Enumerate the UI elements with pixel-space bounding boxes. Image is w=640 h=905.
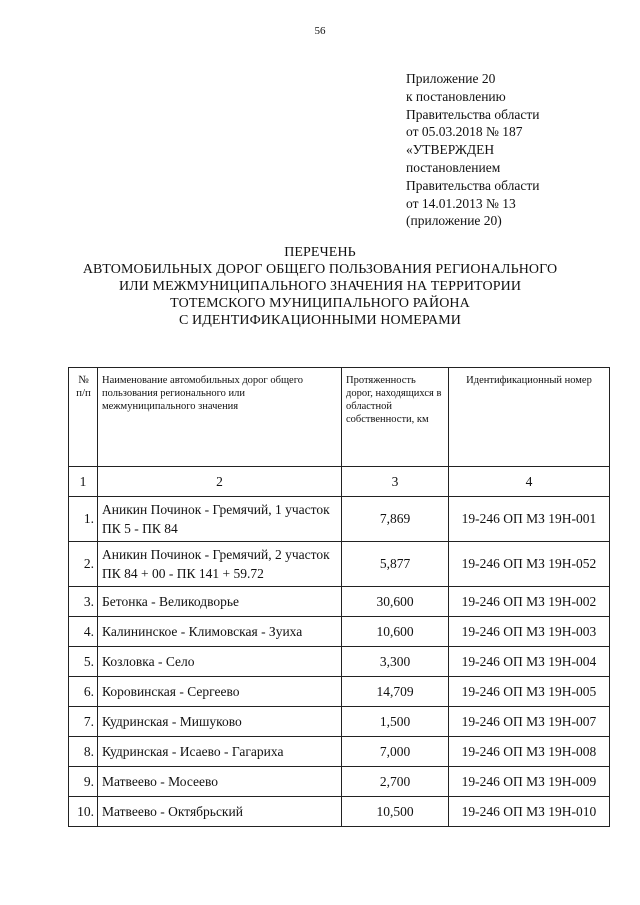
title-line: ИЛИ МЕЖМУНИЦИПАЛЬНОГО ЗНАЧЕНИЯ НА ТЕРРИТОРИИ <box>118 279 522 294</box>
road-name: Аникин Починок - Гремячий, 1 участок ПК 5 - ПК 84 <box>98 497 342 542</box>
road-name: Кудринская - Мишуково <box>98 707 342 737</box>
table-row <box>69 707 610 737</box>
table-row <box>69 737 610 767</box>
header-no: № п/п <box>69 368 98 467</box>
appendix-line: Правительства области <box>406 106 540 122</box>
road-length: 10,500 <box>342 797 449 827</box>
title-line: ТОТЕМСКОГО МУНИЦИПАЛЬНОГО РАЙОНА <box>170 296 470 311</box>
table-row <box>69 677 610 707</box>
road-id: 19-246 ОП МЗ 19Н-009 <box>449 767 610 797</box>
row-number: 5. <box>69 647 98 677</box>
road-length: 2,700 <box>342 767 449 797</box>
title-line: ПЕРЕЧЕНЬ <box>284 245 356 260</box>
row-number: 7. <box>69 707 98 737</box>
page-number: 56 <box>314 25 326 37</box>
road-length: 14,709 <box>342 677 449 707</box>
row-number: 10. <box>69 797 98 827</box>
document-title <box>0 244 640 329</box>
road-length: 7,869 <box>342 497 449 542</box>
road-length: 5,877 <box>342 542 449 587</box>
road-id: 19-246 ОП МЗ 19Н-003 <box>449 617 610 647</box>
road-length: 10,600 <box>342 617 449 647</box>
table-row <box>69 617 610 647</box>
row-number: 1. <box>69 497 98 542</box>
appendix-line: к постановлению <box>406 88 506 104</box>
table-row <box>69 767 610 797</box>
road-id: 19-246 ОП МЗ 19Н-001 <box>449 497 610 542</box>
road-id: 19-246 ОП МЗ 19Н-010 <box>449 797 610 827</box>
row-number: 3. <box>69 587 98 617</box>
road-length: 3,300 <box>342 647 449 677</box>
header-id: Идентификационный номер <box>449 368 610 467</box>
road-id: 19-246 ОП МЗ 19Н-007 <box>449 707 610 737</box>
table-header-row <box>69 368 610 467</box>
appendix-line: «УТВЕРЖДЕН <box>406 142 495 158</box>
road-name: Кудринская - Исаево - Гагариха <box>98 737 342 767</box>
appendix-line: от 14.01.2013 № 13 <box>406 195 516 211</box>
appendix-block <box>406 70 606 230</box>
road-id: 19-246 ОП МЗ 19Н-002 <box>449 587 610 617</box>
table-row <box>69 647 610 677</box>
column-number-row <box>69 467 610 497</box>
column-number: 2 <box>98 467 342 497</box>
roads-table <box>68 367 610 827</box>
appendix-line: Правительства области <box>406 177 540 193</box>
column-number: 4 <box>449 467 610 497</box>
title-line: С ИДЕНТИФИКАЦИОННЫМИ НОМЕРАМИ <box>178 313 462 328</box>
table-row <box>69 542 610 587</box>
road-id: 19-246 ОП МЗ 19Н-004 <box>449 647 610 677</box>
column-number: 1 <box>69 467 98 497</box>
road-name: Аникин Починок - Гремячий, 2 участок ПК 84 + 00 - ПК 141 + 59.72 <box>98 542 342 587</box>
row-number: 6. <box>69 677 98 707</box>
road-name: Матвеево - Мосеево <box>98 767 342 797</box>
row-number: 9. <box>69 767 98 797</box>
title-line: АВТОМОБИЛЬНЫХ ДОРОГ ОБЩЕГО ПОЛЬЗОВАНИЯ РЕГИОНАЛЬНОГО <box>82 262 558 277</box>
road-name: Коровинская - Сергеево <box>98 677 342 707</box>
road-id: 19-246 ОП МЗ 19Н-005 <box>449 677 610 707</box>
row-number: 4. <box>69 617 98 647</box>
appendix-line: постановлением <box>406 159 501 175</box>
row-number: 8. <box>69 737 98 767</box>
road-name: Козловка - Село <box>98 647 342 677</box>
road-name: Калининское - Климовская - Зуиха <box>98 617 342 647</box>
road-length: 30,600 <box>342 587 449 617</box>
column-number: 3 <box>342 467 449 497</box>
table-row <box>69 497 610 542</box>
row-number: 2. <box>69 542 98 587</box>
appendix-line: (приложение 20) <box>406 213 502 229</box>
table-row <box>69 797 610 827</box>
road-id: 19-246 ОП МЗ 19Н-052 <box>449 542 610 587</box>
table-row <box>69 587 610 617</box>
header-length: Протяженность дорог, находящихся в областной собственности, км <box>342 368 449 467</box>
appendix-line: от 05.03.2018 № 187 <box>406 124 523 140</box>
road-length: 7,000 <box>342 737 449 767</box>
header-name: Наименование автомобильных дорог общего пользования регионального или межмуниципального значения <box>98 368 342 467</box>
road-name: Бетонка - Великодворье <box>98 587 342 617</box>
road-id: 19-246 ОП МЗ 19Н-008 <box>449 737 610 767</box>
appendix-line: Приложение 20 <box>406 71 496 86</box>
road-length: 1,500 <box>342 707 449 737</box>
road-name: Матвеево - Октябрьский <box>98 797 342 827</box>
